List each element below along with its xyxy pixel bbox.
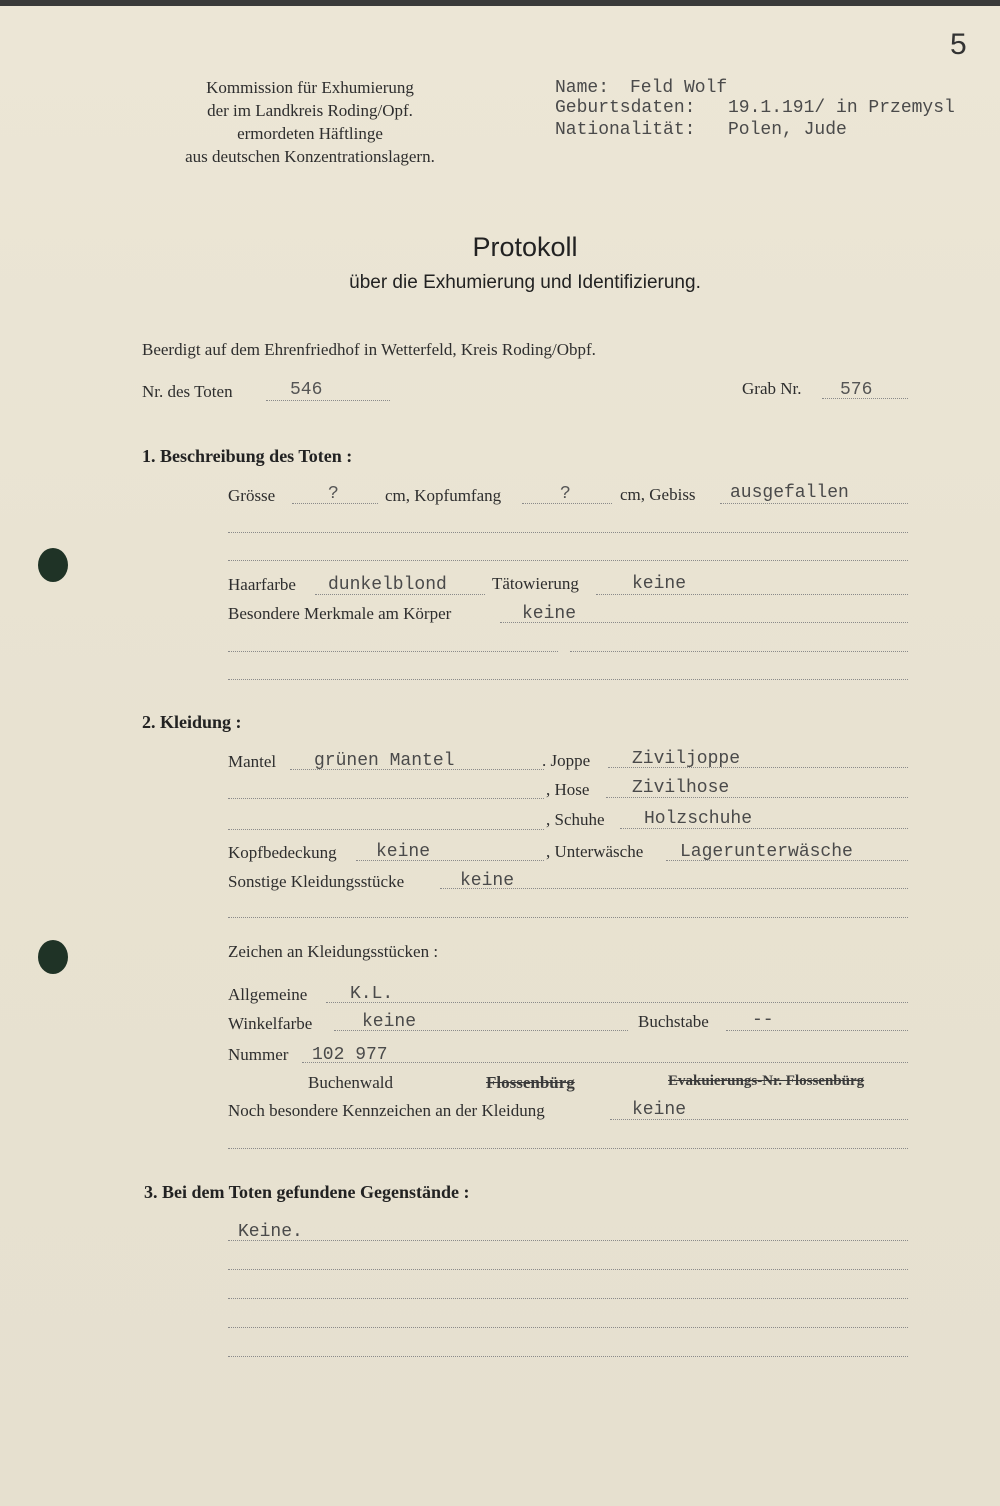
blank-line-4: [228, 679, 908, 680]
sonstige-value: keine: [460, 871, 515, 891]
person-name-value: Feld Wolf: [630, 78, 728, 98]
section3-line-1: [228, 1240, 908, 1241]
birth-value: 19.1.191/ in Przemysl: [728, 98, 955, 118]
grave-number-label: Grab Nr.: [742, 379, 802, 398]
blank-line-2: [228, 560, 908, 561]
winkelfarbe-value: keine: [362, 1012, 417, 1032]
allgemeine-line: [326, 1002, 908, 1003]
dead-number-line: [266, 400, 390, 401]
mantel-value: grünen Mantel: [314, 751, 455, 771]
commission-line-1: Kommission für Exhumierung: [206, 78, 414, 97]
zeichen-label: Zeichen an Kleidungsstücken :: [228, 942, 439, 961]
document-subtitle: über die Exhumierung und Identifizierung.: [349, 272, 701, 293]
winkelfarbe-label: Winkelfarbe: [228, 1014, 313, 1033]
dead-number-label: Nr. des Toten: [142, 382, 233, 401]
taetowierung-line: [596, 594, 908, 595]
camp-buchenwald: Buchenwald: [308, 1073, 393, 1092]
buchstabe-value: --: [752, 1010, 774, 1030]
punch-hole-upper: [38, 548, 68, 582]
section2-heading: 2. Kleidung :: [142, 712, 242, 732]
commission-line-3: ermordeten Häftlinge: [237, 124, 383, 143]
merkmale-value: keine: [522, 604, 577, 624]
kopfumfang-label: cm, Kopfumfang: [385, 486, 502, 505]
groesse-value: ?: [328, 484, 339, 504]
allgemeine-value: K.L.: [350, 984, 394, 1004]
haarfarbe-label: Haarfarbe: [228, 575, 296, 594]
commission-line-4: aus deutschen Konzentrationslagern.: [185, 147, 435, 166]
gebiss-value: ausgefallen: [730, 483, 849, 503]
buchstabe-line: [726, 1030, 908, 1031]
commission-line-2: der im Landkreis Roding/Opf.: [207, 101, 413, 120]
mantel-label: Mantel: [228, 752, 277, 771]
section3-line-3: [228, 1298, 908, 1299]
document-title: Protokoll: [472, 232, 578, 262]
unterwaesche-value: Lagerunterwäsche: [680, 842, 853, 862]
haarfarbe-value: dunkelblond: [328, 575, 447, 595]
person-name-label: Name:: [555, 78, 610, 98]
sonstige-blank-line: [228, 917, 908, 918]
section3-line-5: [228, 1356, 908, 1357]
nummer-value: 102 977: [312, 1045, 388, 1065]
mantel-blank-line-2: [228, 829, 544, 830]
joppe-label: . Joppe: [542, 751, 591, 770]
dead-number-value: 546: [290, 380, 323, 400]
sonstige-label: Sonstige Kleidungsstücke: [228, 872, 405, 891]
allgemeine-label: Allgemeine: [228, 985, 308, 1004]
hose-value: Zivilhose: [632, 778, 730, 798]
noch-label: Noch besondere Kennzeichen an der Kleidung: [228, 1101, 545, 1120]
kopfbedeckung-label: Kopfbedeckung: [228, 843, 337, 862]
section3-line-4: [228, 1327, 908, 1328]
noch-value: keine: [632, 1100, 687, 1120]
blank-line-1: [228, 532, 908, 533]
top-edge: [0, 0, 1000, 6]
grave-number-value: 576: [840, 380, 873, 400]
nationality-value: Polen, Jude: [728, 120, 847, 140]
schuhe-label: , Schuhe: [546, 810, 605, 829]
birth-label: Geburtsdaten:: [555, 98, 696, 118]
camp-flossenbuerg: Flossenbürg: [486, 1073, 575, 1092]
blank-line-3b: [570, 651, 908, 652]
section3-value: Keine.: [238, 1222, 303, 1242]
taetowierung-label: Tätowierung: [492, 574, 579, 593]
kopfbedeckung-value: keine: [376, 842, 431, 862]
kopfumfang-value: ?: [560, 484, 571, 504]
page-number: 5: [950, 28, 967, 61]
nationality-label: Nationalität:: [555, 120, 696, 140]
gebiss-line: [720, 503, 908, 504]
nummer-line: [302, 1062, 908, 1063]
gebiss-label: cm, Gebiss: [620, 485, 696, 504]
mantel-blank-line-1: [228, 798, 544, 799]
joppe-value: Ziviljoppe: [632, 749, 741, 769]
burial-line: Beerdigt auf dem Ehrenfriedhof in Wetterfeld, Kreis Roding/Obpf.: [142, 340, 596, 359]
blank-line-3a: [228, 651, 558, 652]
groesse-label: Grösse: [228, 486, 276, 505]
punch-hole-lower: [38, 940, 68, 974]
camp-evakuierung: Evakuierungs-Nr. Flossenbürg: [668, 1073, 865, 1089]
section3-line-2: [228, 1269, 908, 1270]
section1-heading: 1. Beschreibung des Toten :: [142, 446, 353, 466]
merkmale-label: Besondere Merkmale am Körper: [228, 604, 452, 623]
schuhe-value: Holzschuhe: [644, 809, 753, 829]
noch-blank-line: [228, 1148, 908, 1149]
taetowierung-value: keine: [632, 574, 687, 594]
hose-label: , Hose: [546, 780, 590, 799]
unterwaesche-label: , Unterwäsche: [546, 842, 644, 861]
nummer-label: Nummer: [228, 1045, 289, 1064]
section3-heading: 3. Bei dem Toten gefundene Gegenstände :: [144, 1182, 470, 1202]
buchstabe-label: Buchstabe: [638, 1012, 709, 1031]
commission-header: [150, 76, 470, 168]
